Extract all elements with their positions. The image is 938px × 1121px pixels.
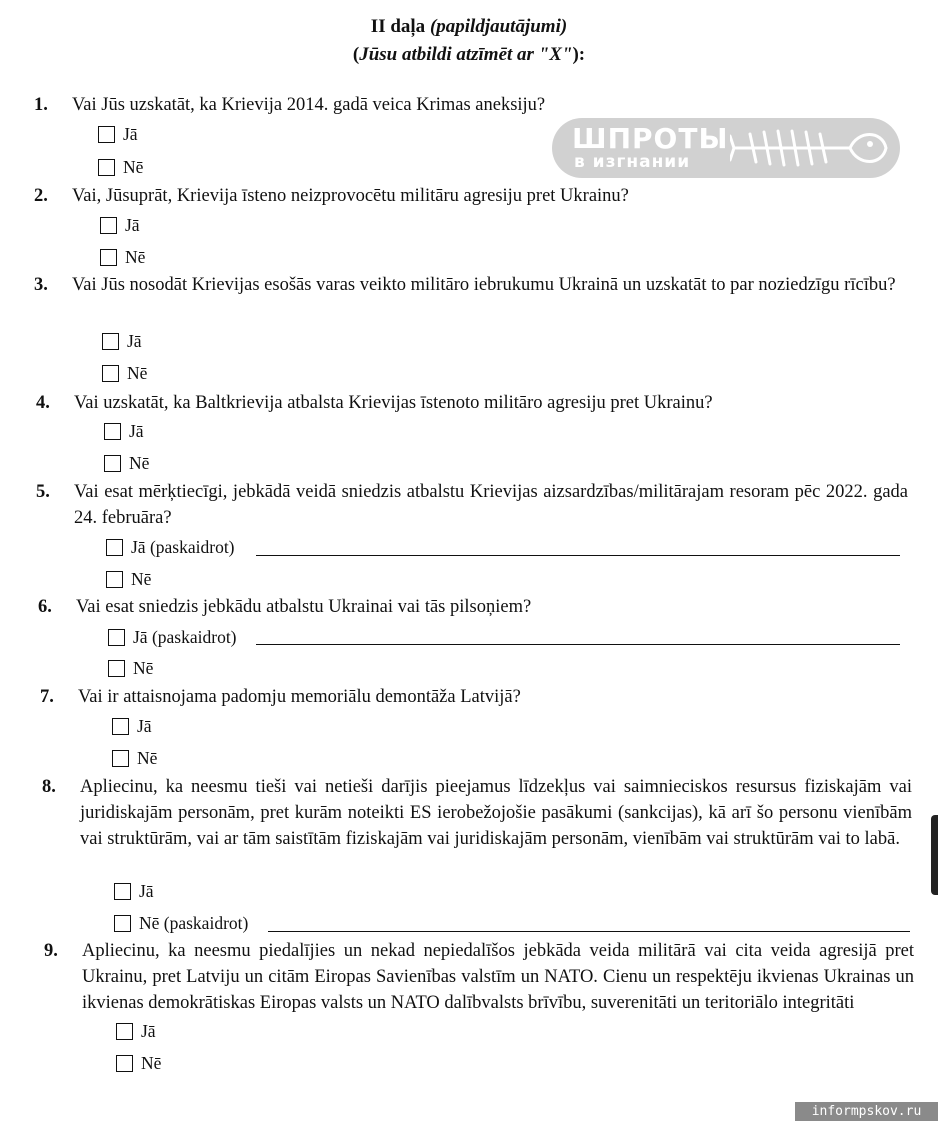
checkbox[interactable] [108,660,125,677]
explanation-line-q5[interactable] [256,555,900,556]
question-1: 1. Vai Jūs uzskatāt, ka Krievija 2014. gadā veica Krimas aneksiju? [34,95,546,115]
checkbox[interactable] [108,629,125,646]
checkbox[interactable] [104,455,121,472]
checkbox[interactable] [114,915,131,932]
option-q3-yes[interactable]: Jā [102,331,142,352]
section-title [0,16,938,38]
section-title-main: II daļa [370,16,426,37]
option-q6-no[interactable]: Nē [108,658,153,679]
option-q3-no[interactable]: Nē [102,363,147,384]
option-q1-no[interactable]: Nē [98,157,143,178]
source-label[interactable]: informpskov.ru [795,1102,938,1121]
checkbox[interactable] [100,217,117,234]
option-q5-yes[interactable]: Jā (paskaidrot) [106,537,235,558]
subtitle-italic: Jūsu atbildi atzīmēt ar "X" [359,44,573,65]
option-q4-no[interactable]: Nē [104,453,149,474]
option-q5-no[interactable]: Nē [106,569,151,590]
option-q9-no[interactable]: Nē [116,1053,161,1074]
question-3: 3. Vai Jūs nosodāt Krievijas esošās varas veikto militāro iebrukumu Ukrainā un uzskatāt to par noziedzīgu rīcību? [34,275,896,295]
option-q1-yes[interactable]: Jā [98,124,138,145]
question-4: 4. Vai uzskatāt, ka Baltkrievija atbalsta Krievijas īstenoto militāro agresiju pret Ukrainu? [36,393,713,413]
question-7: 7. Vai ir attaisnojama padomju memoriālu demontāža Latvijā? [40,687,521,707]
explanation-line-q8[interactable] [268,931,910,932]
checkbox[interactable] [104,423,121,440]
option-q4-yes[interactable]: Jā [104,421,144,442]
checkbox[interactable] [106,539,123,556]
option-q6-yes[interactable]: Jā (paskaidrot) [108,627,237,648]
checkbox[interactable] [112,718,129,735]
subtitle-tail: ): [572,44,586,65]
option-q7-no[interactable]: Nē [112,748,157,769]
question-9: 9. Apliecinu, ka neesmu piedalījies un nekad nepiedalīšos jebkāda veida militārā vai cita veida agresijā pret Ukrainu, pret Latviju un citām Eiropas Savienības valstīm un NATO. Cienu un respektēju ikvienas Ukrainas un ikvienas demokrātiskas Eiropas valsts un NATO dalībvalsts brīvību, suverenitāti un teritoriālo integritāti [44,941,914,1013]
question-5: 5. Vai esat mērķtiecīgi, jebkādā veidā sniedzis atbalstu Krievijas aizsardzības/militārajam resoram pēc 2022. gada 24. februāra? [36,482,908,528]
section-title-paren: (papildjautājumi) [429,16,568,37]
option-q2-yes[interactable]: Jā [100,215,140,236]
watermark-line1: ШПРОТЫ [572,122,729,155]
section-subtitle: (Jūsu atbildi atzīmēt ar "X"): [352,44,586,65]
checkbox[interactable] [116,1023,133,1040]
checkbox[interactable] [114,883,131,900]
checkbox[interactable] [116,1055,133,1072]
checkbox[interactable] [98,126,115,143]
checkbox[interactable] [102,333,119,350]
option-q8-yes[interactable]: Jā [114,881,154,902]
checkbox[interactable] [112,750,129,767]
option-q9-yes[interactable]: Jā [116,1021,156,1042]
question-6: 6. Vai esat sniedzis jebkādu atbalstu Ukrainai vai tās pilsoņiem? [38,597,532,617]
page-edge-tab [931,815,938,895]
watermark-logo [552,118,900,178]
checkbox[interactable] [98,159,115,176]
option-q7-yes[interactable]: Jā [112,716,152,737]
checkbox[interactable] [102,365,119,382]
checkbox[interactable] [106,571,123,588]
question-8: 8. Apliecinu, ka neesmu tieši vai netieši darījis pieejamus līdzekļus vai saimnieciskos resursus fiziskajām vai juridiskajām personām, pret kurām noteikti ES ierobežojošie pasākumi (sankcijas), kā arī šo personu vienībām vai struktūrām, vai ar tām saistītām fiziskajām vai juridiskajām personām, vienībām vai struktūrām vai to labā. [42,777,912,849]
checkbox[interactable] [100,249,117,266]
option-q8-no[interactable]: Nē (paskaidrot) [114,913,248,934]
option-q2-no[interactable]: Nē [100,247,145,268]
question-2: 2. Vai, Jūsuprāt, Krievija īsteno neizprovocētu militāru agresiju pret Ukrainu? [34,186,629,206]
watermark-line2: в изгнании [574,152,691,172]
fish-skeleton-icon [730,124,890,172]
explanation-line-q6[interactable] [256,644,900,645]
